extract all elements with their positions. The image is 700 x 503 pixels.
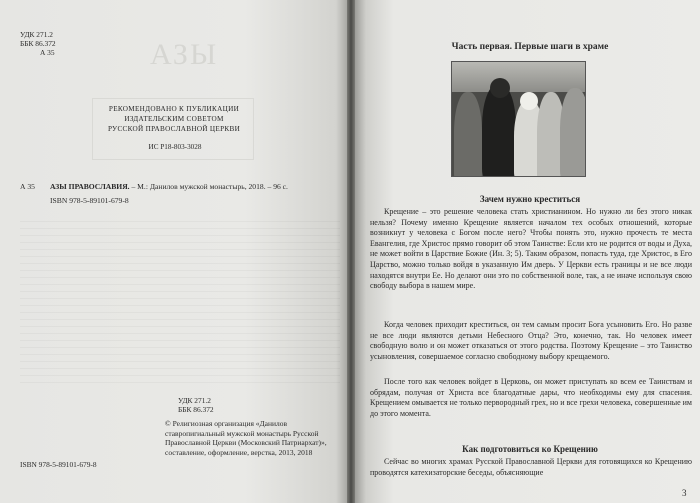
council-isbn: ИС Р18-803-3028 bbox=[148, 143, 202, 151]
recommendation-block bbox=[94, 104, 254, 134]
biblio-rest: – М.: Данилов мужской монастырь, 2018. – 96 с. bbox=[129, 182, 288, 191]
isbn-bottom: ISBN 978-5-89101-679-8 bbox=[20, 460, 97, 469]
photo-figure bbox=[454, 92, 482, 177]
recommend-line: РЕКОМЕНДОВАНО К ПУБЛИКАЦИИ bbox=[108, 105, 240, 113]
paragraph-2 bbox=[370, 320, 692, 362]
paragraph-2-text: Когда человек приходит креститься, он тем самым просит Бога усыновить Его. Но разве не все люди являются детьми Небесного Отца? Это, конечно, так. Но человек имеет свободную волю и он может отказаться от этого родства. Поэтому Крещение – это Таинство усыновления, совершаемое согласно свободному выбору крещаемого. bbox=[370, 320, 692, 361]
recommend-line: РУССКОЙ ПРАВОСЛАВНОЙ ЦЕРКВИ bbox=[107, 125, 241, 133]
biblio-code: А 35 bbox=[20, 182, 35, 191]
page-number: 3 bbox=[682, 488, 687, 498]
bleed-through-logo: АЗЫ bbox=[150, 38, 219, 71]
isbn-mid: ISBN 978-5-89101-679-8 bbox=[50, 196, 129, 205]
photo-figure bbox=[560, 88, 586, 177]
biblio-title: АЗЫ ПРАВОСЛАВИЯ. bbox=[50, 182, 130, 191]
heading-how-prepare: Как подготовиться ко Крещению bbox=[462, 444, 598, 454]
paragraph-1-text: Крещение – это решение человека стать христианином. Но нужно ли без этого никак нельзя? Почему именно Крещение является началом тех особых отношений, которые возникнут у человека с Богом после него? Чтобы понять это, нужно прочесть те места Евангелия, где Христос прямо говорит об этом Таинстве: Если кто не родится от воды и Духа, не может войти в Царствие Божие (Ин. 3; 5). Таким образом, попасть туда, где Христос, в Его Царство, можно только войдя в указанную Им дверь. У Церкви есть границы и не все люди находятся внутри Ее. Но делают они это по собственной воле, так, а не иначе используя свою свободу выбора в нашем мире. bbox=[370, 207, 692, 291]
part-title: Часть первая. Первые шаги в храме bbox=[451, 42, 609, 52]
photo-sky bbox=[452, 62, 585, 92]
recommend-line: ИЗДАТЕЛЬСКИМ СОВЕТОМ bbox=[124, 115, 224, 123]
paragraph-4 bbox=[370, 457, 692, 478]
paragraph-3-text: После того как человек войдет в Церковь, он может приступать ко всем ее Таинствам и обрядам, получая от Христа все благодатные дары, что необходимы ему для спасения. Крещением омывается не только первородный грех, но и все грехи человека, совершенные им до этого момента. bbox=[370, 377, 692, 418]
bleed-through-text bbox=[20, 215, 340, 385]
paragraph-3 bbox=[370, 377, 692, 419]
bbk-top: ББК 86.372 bbox=[20, 39, 56, 48]
church-photo bbox=[451, 61, 586, 177]
udk-bottom: УДК 271.2 bbox=[178, 396, 211, 405]
copyright-notice: © Религиозная организация «Данилов ставропигиальный мужской монастырь Русской Православной Церкви (Московский Патриархат)», составление, оформление, верстка, 2013, 2018 bbox=[165, 419, 327, 457]
paragraph-1 bbox=[370, 207, 692, 292]
udk-top: УДК 271.2 bbox=[20, 30, 53, 39]
photo-head bbox=[490, 78, 510, 98]
photo-head bbox=[520, 92, 538, 110]
heading-why-baptize: Зачем нужно креститься bbox=[479, 194, 581, 204]
book-gutter bbox=[347, 0, 355, 503]
catalog-code-top: А 35 bbox=[40, 48, 55, 57]
paragraph-4-text: Сейчас во многих храмах Русской Православной Церкви для готовящихся ко Крещению проводятся катехизаторские беседы, объясняющие bbox=[370, 457, 692, 477]
bbk-bottom: ББК 86.372 bbox=[178, 405, 214, 414]
bibliographic-entry bbox=[20, 182, 340, 192]
